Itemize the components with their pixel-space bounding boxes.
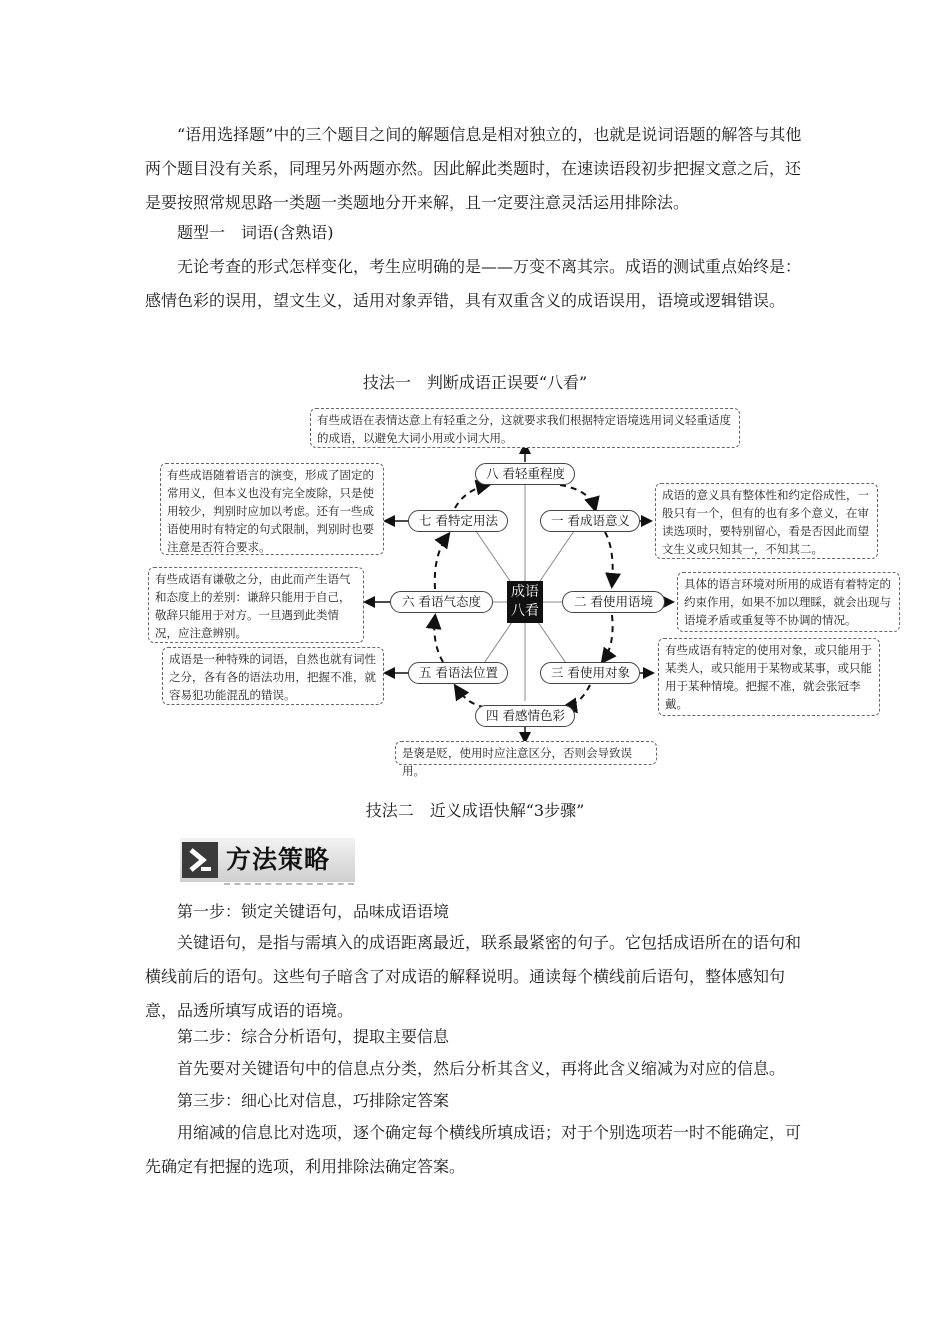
method-strategy-banner (180, 838, 355, 886)
box-7: 有些成语随着语言的演变，形成了固定的常用义，但本义也没有完全废除，只是使用较少，判别时应加以考虑。还有一些成语使用时有特定的句式限制，判别时也要注意是否符合要求。 (160, 463, 384, 555)
step-2-body: 首先要对关键语句中的信息点分类，然后分析其含义，再将此含义缩减为对应的信息。 (177, 1059, 786, 1078)
step-2-title: 第二步：综合分析语句，提取主要信息 (177, 1027, 450, 1046)
node-5: 五 看语法位置 (408, 662, 508, 684)
intro-paragraph: “语用选择题”中的三个题目之间的解题信息是相对独立的，也就是说词语题的解答与其他两个题目没有关系，同理另外两题亦然。因此解此类题时，在速读语段初步把握文意之后，还是要按照常规思路一类题一类题地分开来解，且一定要注意灵活运用排除法。 (145, 125, 802, 212)
hub-line-1: 成语 (511, 584, 539, 600)
box-4: 是褒是贬，使用时应注意区分，否则会导致误用。 (395, 741, 657, 765)
eight-looks-diagram (150, 405, 910, 778)
node-2: 二 看使用语境 (562, 591, 665, 613)
banner-title: 方法策略 (226, 845, 331, 874)
chevron-right-icon (182, 842, 218, 878)
step-3-title: 第三步：细心比对信息，巧排除定答案 (177, 1091, 450, 1110)
node-3: 三 看使用对象 (540, 662, 640, 684)
diagram-hub (507, 581, 543, 623)
technique-1-title: 技法一 判断成语正误要“八看” (362, 373, 588, 392)
intro-paragraph-2: 无论考查的形式怎样变化，考生应明确的是——万变不离其宗。成语的测试重点始终是：感情色彩的误用，望文生义，适用对象弄错，具有双重含义的成语误用，语境或逻辑错误。 (145, 257, 802, 310)
step-3-body: 用缩减的信息比对选项，逐个确定每个横线所填成语；对于个别选项若一时不能确定，可先确定有把握的选项，利用排除法确定答案。 (145, 1123, 802, 1176)
box-6: 有些成语有谦敬之分，由此而产生语气和态度上的差别：谦辞只能用于自己，敬辞只能用于对方。一旦遇到此类情况，应注意辨别。 (148, 567, 364, 643)
node-8: 八 看轻重程度 (475, 463, 575, 485)
node-6: 六 看语气态度 (390, 591, 493, 613)
box-1: 成语的意义具有整体性和约定俗成性，一般只有一个，但有的也有多个意义，在审读选项时，要特别留心，看是否因此而望文生义或只知其一，不知其二。 (655, 483, 878, 559)
node-1: 一 看成语意义 (540, 510, 640, 532)
box-5: 成语是一种特殊的词语，自然也就有词性之分，各有各的语法功用，把握不准，就容易犯功能混乱的错误。 (162, 647, 384, 705)
hub-line-2: 八看 (511, 603, 539, 619)
node-4: 四 看感情色彩 (475, 705, 575, 727)
technique-2-title: 技法二 近义成语快解“3步骤” (365, 801, 585, 820)
type-heading: 题型一 词语(含熟语) (177, 223, 334, 242)
step-1-title: 第一步：锁定关键语句，品味成语语境 (177, 902, 450, 921)
node-7: 七 看特定用法 (408, 510, 508, 532)
box-3: 有些成语有特定的使用对象，或只能用于某类人，或只能用于某物或某事，或只能用于某种情境。把握不准，就会张冠李戴。 (658, 638, 880, 716)
box-2: 具体的语言环境对所用的成语有着特定的约束作用，如果不加以理睬，就会出现与语境矛盾或重复等不协调的情况。 (677, 572, 900, 632)
step-1-body: 关键语句，是指与需填入的成语距离最近，联系最紧密的句子。它包括成语所在的语句和横线前后的语句。这些句子暗含了对成语的解释说明。通读每个横线前后语句，整体感知句意，品透所填写成语的语境。 (145, 933, 802, 1020)
banner-divider (224, 883, 354, 885)
box-8: 有些成语在表情达意上有轻重之分，这就要求我们根据特定语境选用词义轻重适度的成语，以避免大词小用或小词大用。 (310, 408, 740, 448)
chevron-right-icon-shape (182, 842, 218, 878)
